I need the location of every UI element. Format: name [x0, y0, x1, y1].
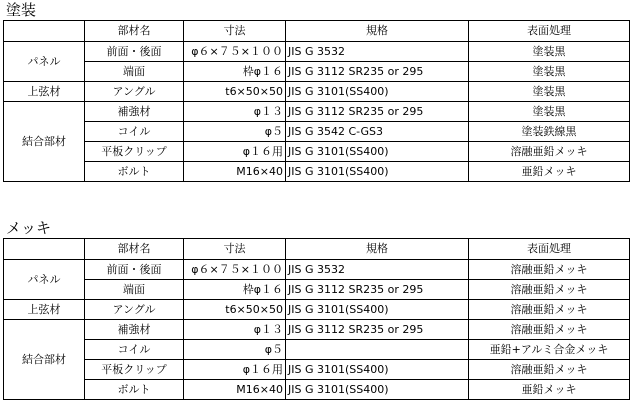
group-label: 結合部材 — [4, 320, 85, 400]
standard-cell: JIS G 3101(SS400) — [286, 162, 469, 182]
table-row — [4, 62, 630, 82]
standard-cell: JIS G 3101(SS400) — [286, 360, 469, 380]
standard-cell — [286, 340, 469, 360]
standard-cell: JIS G 3112 SR235 or 295 — [286, 320, 469, 340]
dimension-cell: φ５ — [184, 122, 286, 142]
spec-table — [3, 238, 630, 400]
table-row — [4, 340, 630, 360]
header-finish: 表面処理 — [469, 21, 630, 42]
table-row — [4, 300, 630, 320]
table-row — [4, 360, 630, 380]
standard-cell: JIS G 3542 C-GS3 — [286, 122, 469, 142]
group-label: 上弦材 — [4, 82, 85, 102]
header-dimension: 寸法 — [184, 21, 286, 42]
table-row — [4, 42, 630, 62]
dimension-cell: 枠φ１６ — [184, 62, 286, 82]
group-label: パネル — [4, 42, 85, 82]
finish-cell: 溶融亜鉛メッキ — [469, 260, 630, 280]
part-cell: 前面・後面 — [85, 260, 184, 280]
table-row — [4, 320, 630, 340]
dimension-cell: φ１６用 — [184, 360, 286, 380]
part-cell: コイル — [85, 340, 184, 360]
table-row — [4, 82, 630, 102]
finish-cell: 溶融亜鉛メッキ — [469, 320, 630, 340]
finish-cell: 溶融亜鉛メッキ — [469, 300, 630, 320]
header-finish: 表面処理 — [469, 239, 630, 260]
part-cell: 端面 — [85, 62, 184, 82]
section-title: メッキ — [6, 219, 52, 237]
dimension-cell: φ６×７５×１００ — [184, 42, 286, 62]
standard-cell: JIS G 3112 SR235 or 295 — [286, 280, 469, 300]
header-dimension: 寸法 — [184, 239, 286, 260]
table-row — [4, 380, 630, 400]
dimension-cell: M16×40 — [184, 380, 286, 400]
dimension-cell: φ１３ — [184, 320, 286, 340]
part-cell: 補強材 — [85, 320, 184, 340]
part-cell: 前面・後面 — [85, 42, 184, 62]
dimension-cell: 枠φ１６ — [184, 280, 286, 300]
header-standard: 規格 — [286, 21, 469, 42]
table-row — [4, 260, 630, 280]
table-row — [4, 122, 630, 142]
dimension-cell: t6×50×50 — [184, 300, 286, 320]
header-part: 部材名 — [85, 239, 184, 260]
part-cell: 補強材 — [85, 102, 184, 122]
group-label: 結合部材 — [4, 102, 85, 182]
part-cell: ボルト — [85, 162, 184, 182]
header-part: 部材名 — [85, 21, 184, 42]
group-label: パネル — [4, 260, 85, 300]
finish-cell: 亜鉛メッキ — [469, 162, 630, 182]
finish-cell: 塗装黒 — [469, 82, 630, 102]
finish-cell: 溶融亜鉛メッキ — [469, 142, 630, 162]
header-standard: 規格 — [286, 239, 469, 260]
table-row — [4, 162, 630, 182]
finish-cell: 溶融亜鉛メッキ — [469, 280, 630, 300]
header-empty-cell — [4, 239, 85, 260]
table-row — [4, 102, 630, 122]
part-cell: 端面 — [85, 280, 184, 300]
dimension-cell: φ５ — [184, 340, 286, 360]
finish-cell: 溶融亜鉛メッキ — [469, 360, 630, 380]
dimension-cell: φ１６用 — [184, 142, 286, 162]
dimension-cell: φ１３ — [184, 102, 286, 122]
standard-cell: JIS G 3101(SS400) — [286, 380, 469, 400]
dimension-cell: t6×50×50 — [184, 82, 286, 102]
standard-cell: JIS G 3101(SS400) — [286, 82, 469, 102]
finish-cell: 亜鉛+アルミ合金メッキ — [469, 340, 630, 360]
part-cell: 平板クリップ — [85, 142, 184, 162]
finish-cell: 亜鉛メッキ — [469, 380, 630, 400]
header-empty-cell — [4, 21, 85, 42]
table-header-row — [4, 21, 630, 42]
finish-cell: 塗装黒 — [469, 102, 630, 122]
dimension-cell: M16×40 — [184, 162, 286, 182]
section-title: 塗装 — [6, 1, 37, 19]
part-cell: ボルト — [85, 380, 184, 400]
part-cell: コイル — [85, 122, 184, 142]
table-row — [4, 142, 630, 162]
finish-cell: 塗装鉄線黒 — [469, 122, 630, 142]
finish-cell: 塗装黒 — [469, 62, 630, 82]
group-label: 上弦材 — [4, 300, 85, 320]
part-cell: 平板クリップ — [85, 360, 184, 380]
table-header-row — [4, 239, 630, 260]
standard-cell: JIS G 3532 — [286, 42, 469, 62]
spec-table — [3, 20, 630, 182]
standard-cell: JIS G 3101(SS400) — [286, 142, 469, 162]
table-row — [4, 280, 630, 300]
finish-cell: 塗装黒 — [469, 42, 630, 62]
standard-cell: JIS G 3112 SR235 or 295 — [286, 62, 469, 82]
part-cell: アングル — [85, 82, 184, 102]
dimension-cell: φ６×７５×１００ — [184, 260, 286, 280]
part-cell: アングル — [85, 300, 184, 320]
standard-cell: JIS G 3112 SR235 or 295 — [286, 102, 469, 122]
standard-cell: JIS G 3101(SS400) — [286, 300, 469, 320]
standard-cell: JIS G 3532 — [286, 260, 469, 280]
